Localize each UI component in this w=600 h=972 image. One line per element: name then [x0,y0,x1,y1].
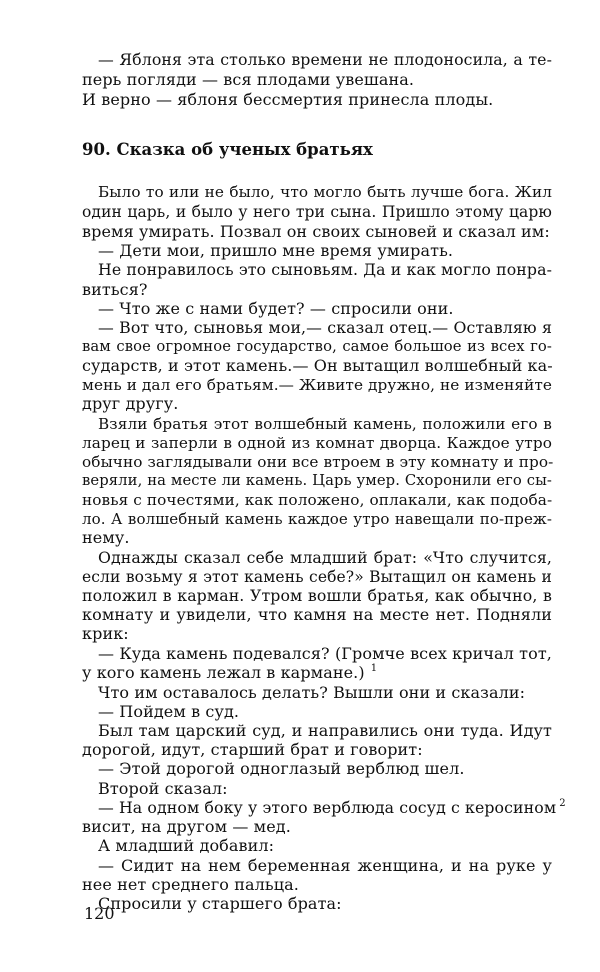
text-line: ларец и заперли в одной из комнат дворца. Каждое утро [82,434,552,452]
text-fragment: у кого камень лежал в кармане.) [82,663,365,682]
text-line: крик: [82,624,129,643]
text-line: друг другу. [82,394,179,413]
text-line: Был там царский суд, и направились они туда. Идут [98,721,552,740]
text-line: — Сидит на нем беременная женщина, и на руке у [98,856,552,875]
text-line [82,663,552,683]
text-line: ло. А волшебный камень каждое утро навещали по-преж- [82,510,552,528]
text-line: — Яблоня эта столько времени не плодоносила, а те- [98,50,552,69]
footnote-mark: 1 [370,663,378,674]
text-line: висит, на другом — мед. [82,817,291,836]
text-line: — Куда камень подевался? (Громче всех кричал тот, [98,644,552,663]
text-line: Второй сказал: [98,779,228,798]
text-line: И верно — яблоня бессмертия принесла плоды. [82,90,494,109]
text-line: один царь, и было у него три сына. Пришло этому царю [82,203,552,221]
text-line: веряли, на месте ли камень. Царь умер. Схоронили его сы- [82,472,552,489]
text-line: — Что же с нами будет? — спросили они. [98,299,454,318]
text-line: нее нет среднего пальца. [82,875,299,894]
text-line: перь погляди — вся плодами увешана. [82,70,415,89]
text-line: виться? [82,280,148,299]
text-line: сударств, и этот камень.— Он вытащил волшебный ка- [82,356,553,375]
text-line: комнату и увидели, что камня на месте нет. Подняли [82,605,552,624]
text-line: дорогой, идут, старший брат и говорит: [82,740,423,759]
text-line: если возьму я этот камень себе?» Вытащил он камень и [82,568,552,586]
text-line: нему. [82,528,130,547]
text-line: новья с почестями, как положено, оплакали, как подоба- [82,491,553,509]
text-line: — Этой дорогой одноглазый верблюд шел. [98,759,465,778]
text-line: Спросили у старшего брата: [98,894,342,913]
text-fragment: — На одном боку у этого верблюда сосуд с керосином [98,798,557,817]
text-line: время умирать. Позвал он своих сыновей и сказал им: [82,222,550,241]
text-line: положил в карман. Утром вошли братья, как обычно, в [82,586,552,605]
text-line: Не понравилось это сыновьям. Да и как могло понра- [98,260,552,279]
text-line: Было то или не было, что могло быть лучше бога. Жил [98,183,552,201]
text-line: мень и дал его братьям.— Живите дружно, не изменяйте [82,376,553,394]
text-line: вам свое огромное государство, самое большое из всех го- [82,338,552,355]
text-line: Что им оставалось делать? Вышли они и сказали: [98,683,526,702]
footnote-mark: 2 [559,798,566,809]
text-line [98,798,568,818]
text-line: — Вот что, сыновья мои,— сказал отец.— Оставляю я [98,318,552,337]
text-line: А младший добавил: [98,836,275,855]
page-number: 120 [84,904,115,923]
text-line: Взяли братья этот волшебный камень, положили его в [98,415,552,433]
text-line: обычно заглядывали они все втроем в эту комнату и про- [82,453,554,471]
text-line: — Пойдем в суд. [98,702,240,721]
text-line: Однажды сказал себе младший брат: «Что случится, [98,548,552,567]
text-line: — Дети мои, пришло мне время умирать. [98,241,454,260]
tale-title: 90. Сказка об ученых братьях [82,140,373,159]
